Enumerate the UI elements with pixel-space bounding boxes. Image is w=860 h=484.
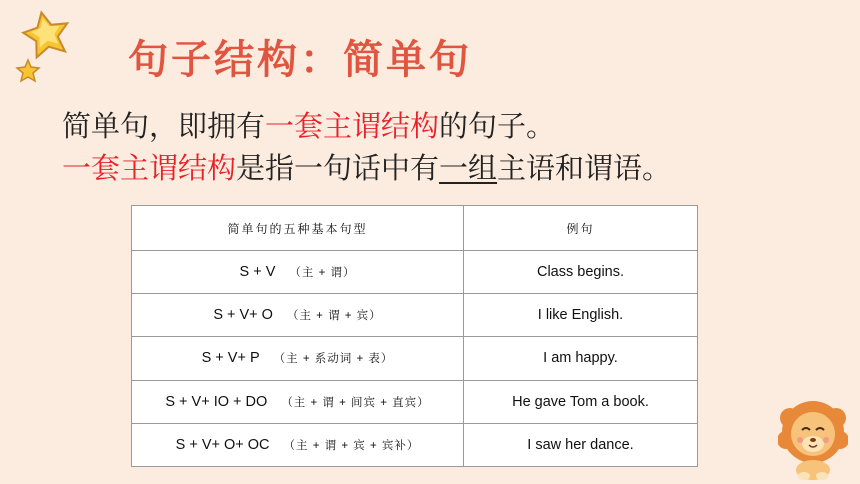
pattern-chinese: （主 + 谓） (289, 267, 356, 280)
pattern-formula: S + V+ IO + DO (165, 393, 268, 410)
pattern-cell (132, 380, 464, 423)
table-row (132, 251, 698, 294)
pattern-formula: S + V (239, 264, 276, 281)
pattern-formula: S + V+ P (201, 350, 260, 367)
definition-line-1 (62, 104, 555, 145)
pattern-cell (132, 337, 464, 380)
table-row (132, 423, 698, 466)
definition-text: 简单句，即拥有 (62, 109, 266, 143)
definition-text: 主语和谓语。 (497, 151, 672, 185)
header-pattern: 简单句的五种基本句型 (132, 206, 464, 251)
page-title: 句子结构：简单句 (128, 37, 472, 83)
highlight-text: 一套主谓结构 (265, 109, 440, 143)
example-cell: I am happy. (464, 337, 698, 380)
pattern-cell (132, 423, 464, 466)
example-cell: He gave Tom a book. (464, 380, 698, 423)
definition-text: 是指一句话中有 (236, 151, 440, 185)
pattern-formula: S + V+ O+ OC (175, 436, 270, 453)
example-cell: Class begins. (464, 251, 698, 294)
pattern-chinese: （主 + 谓 + 宾 + 宾补） (283, 439, 420, 452)
sentence-pattern-table (131, 205, 698, 467)
pattern-cell (132, 294, 464, 337)
pattern-formula: S + V+ O (213, 307, 273, 324)
definition-text: 的句子。 (439, 109, 556, 143)
definition-line-2 (62, 146, 671, 187)
example-cell: I saw her dance. (464, 423, 698, 466)
table-row (132, 294, 698, 337)
table-row (132, 380, 698, 423)
star-icon (14, 8, 74, 88)
pattern-cell (132, 251, 464, 294)
pattern-chinese: （主 + 谓 + 间宾 + 直宾） (281, 396, 430, 409)
highlight-text: 一套主谓结构 (62, 151, 237, 185)
table-header-row (132, 206, 698, 251)
example-cell: I like English. (464, 294, 698, 337)
pattern-chinese: （主 + 系动词 + 表） (273, 353, 394, 366)
underlined-text: 一组 (439, 151, 498, 185)
header-example: 例句 (464, 206, 698, 251)
table-row (132, 337, 698, 380)
lion-mascot-icon (778, 398, 848, 480)
pattern-chinese: （主 + 谓 + 宾） (286, 310, 382, 323)
